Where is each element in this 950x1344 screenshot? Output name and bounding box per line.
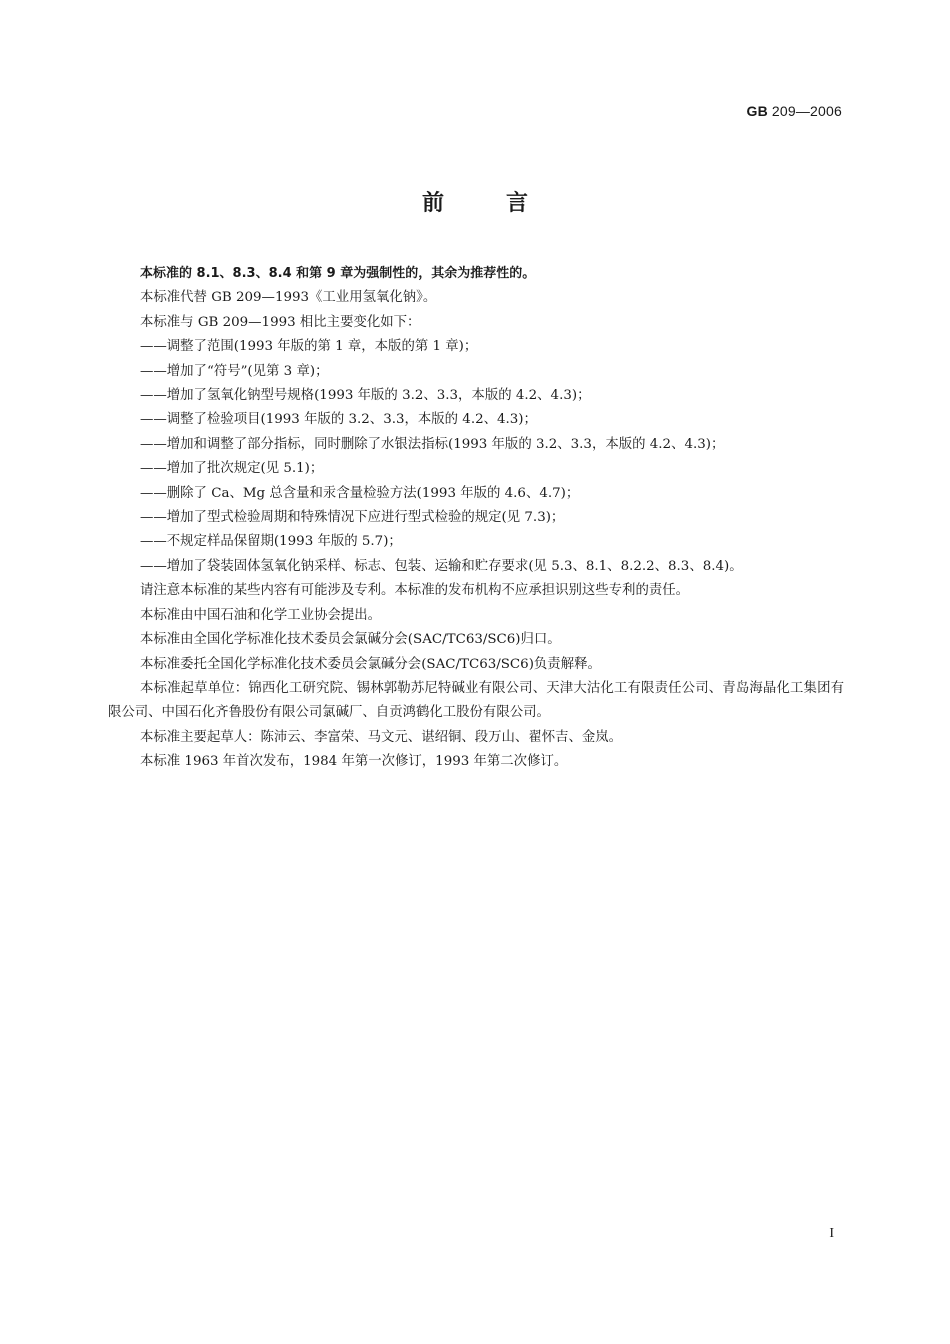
change-item: ——增加了袋装固体氢氧化钠采样、标志、包装、运输和贮存要求(见 5.3、8.1、8.2.2、8.3、8.4)。 xyxy=(140,558,743,574)
patent-notice: 请注意本标准的某些内容有可能涉及专利。本标准的发布机构不应承担识别这些专利的责任。 xyxy=(140,583,690,599)
change-item: ——增加了“符号”(见第 3 章)； xyxy=(140,363,329,379)
mandatory-clause-statement: 本标准的 8.1、8.3、8.4 和第 9 章为强制性的，其余为推荐性的。 xyxy=(140,266,536,281)
change-item: ——增加了氢氧化钠型号规格(1993 年版的 3.2、3.3，本版的 4.2、4.3)； xyxy=(140,388,591,404)
drafting-organizations: 本标准起草单位：锦西化工研究院、锡林郭勒苏尼特碱业有限公司、天津大沽化工有限责任公司、青岛海晶化工集团有限公司、中国石化齐鲁股份有限公司氯碱厂、自贡鸿鹤化工股份有限公司。 xyxy=(108,680,844,721)
standard-code: 209—2006 xyxy=(771,103,842,119)
change-item: ——增加和调整了部分指标，同时删除了水银法指标(1993 年版的 3.2、3.3，本版的 4.2、4.3)； xyxy=(140,436,725,452)
proposer-statement: 本标准由中国石油和化学工业协会提出。 xyxy=(140,607,382,623)
page-number: I xyxy=(829,1226,834,1241)
interpretation-statement: 本标准委托全国化学标准化技术委员会氯碱分会(SAC/TC63/SC6)负责解释。 xyxy=(140,656,601,672)
drafters: 本标准主要起草人：陈沛云、李富荣、马文元、谌绍铜、段万山、翟怀吉、金岚。 xyxy=(140,729,623,745)
standard-prefix: GB xyxy=(746,103,768,119)
page-title: 前言 xyxy=(421,191,590,216)
change-item: ——增加了批次规定(见 5.1)； xyxy=(140,461,324,477)
change-item: ——增加了型式检验周期和特殊情况下应进行型式检验的规定(见 7.3)； xyxy=(140,510,565,526)
standard-number xyxy=(746,103,842,119)
changes-intro: 本标准与 GB 209—1993 相比主要变化如下： xyxy=(140,314,421,330)
change-item: ——调整了检验项目(1993 年版的 3.2、3.3，本版的 4.2、4.3)； xyxy=(140,412,537,428)
replacement-statement: 本标准代替 GB 209—1993《工业用氢氧化钠》。 xyxy=(140,290,437,306)
responsible-committee: 本标准由全国化学标准化技术委员会氯碱分会(SAC/TC63/SC6)归口。 xyxy=(140,632,561,648)
change-item: ——不规定样品保留期(1993 年版的 5.7)； xyxy=(140,534,402,550)
change-item: ——调整了范围(1993 年版的第 1 章，本版的第 1 章)； xyxy=(140,339,478,355)
foreword-body xyxy=(108,262,844,775)
publication-history: 本标准 1963 年首次发布，1984 年第一次修订，1993 年第二次修订。 xyxy=(140,754,568,770)
change-item: ——删除了 Ca、Mg 总含量和汞含量检验方法(1993 年版的 4.6、4.7)； xyxy=(140,485,580,501)
